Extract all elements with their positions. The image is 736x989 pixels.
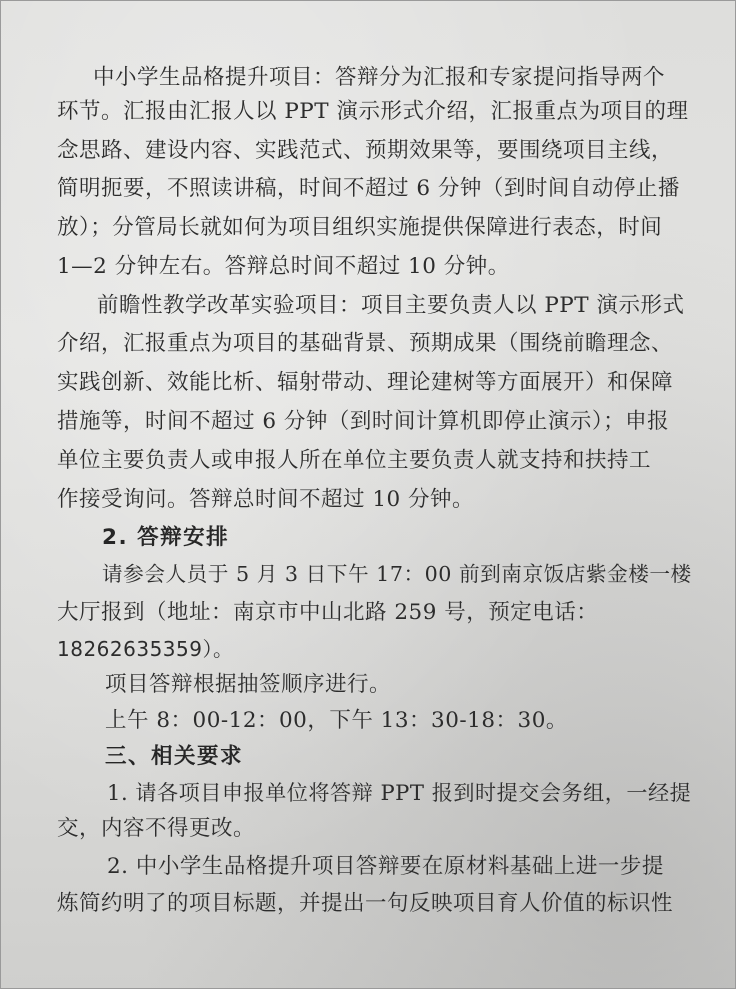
paragraph-line: 中小学生品格提升项目：答辩分为汇报和专家提问指导两个 (93, 65, 666, 90)
paragraph-line: 交，内容不得更改。 (57, 816, 256, 841)
paragraph-line: 18262635359）。 (57, 637, 234, 661)
paragraph-line: 1. 请各项目申报单位将答辩 PPT 报到时提交会务组，一经提 (107, 780, 692, 805)
paragraph-line: 环节。汇报由汇报人以 PPT 演示形式介绍，汇报重点为项目的理 (57, 99, 689, 124)
paragraph-line: 前瞻性教学改革实验项目：项目主要负责人以 PPT 演示形式 (97, 293, 685, 318)
paragraph-line: 介绍，汇报重点为项目的基础背景、预期成果（围绕前瞻理念、 (57, 331, 674, 356)
paragraph-line: 措施等，时间不超过 6 分钟（到时间计算机即停止演示）；申报 (57, 409, 670, 434)
paragraph-line: 1—2 分钟左右。答辩总时间不超过 10 分钟。 (57, 254, 510, 279)
paragraph-line: 单位主要负责人或申报人所在单位主要负责人就支持和扶持工 (57, 448, 652, 473)
paragraph-line: 炼简约明了的项目标题，并提出一句反映项目育人价值的标识性 (57, 891, 674, 916)
paragraph-line: 大厅报到（地址：南京市中山北路 259 号，预定电话： (57, 600, 599, 625)
section-heading: 三、相关要求 (105, 744, 244, 769)
paragraph-line: 放）；分管局长就如何为项目组织实施提供保障进行表态，时间 (57, 215, 663, 240)
section-heading: 2. 答辩安排 (102, 525, 230, 550)
paragraph-line: 请参会人员于 5 月 3 日下午 17：00 前到南京饭店紫金楼一楼 (102, 562, 692, 586)
paragraph-line: 上午 8：00-12：00，下午 13：30-18：30。 (105, 708, 568, 733)
paragraph-line: 项目答辩根据抽签顺序进行。 (105, 672, 392, 697)
paragraph-line: 简明扼要，不照读讲稿，时间不超过 6 分钟（到时间自动停止播 (57, 176, 680, 201)
paragraph-line: 念思路、建设内容、实践范式、预期效果等，要围绕项目主线， (57, 138, 674, 163)
paragraph-line: 实践创新、效能比析、辐射带动、理论建树等方面展开）和保障 (57, 370, 674, 395)
paragraph-line: 作接受询问。答辩总时间不超过 10 分钟。 (57, 487, 475, 512)
paragraph-line: 2. 中小学生品格提升项目答辩要在原材料基础上进一步提 (107, 854, 664, 879)
